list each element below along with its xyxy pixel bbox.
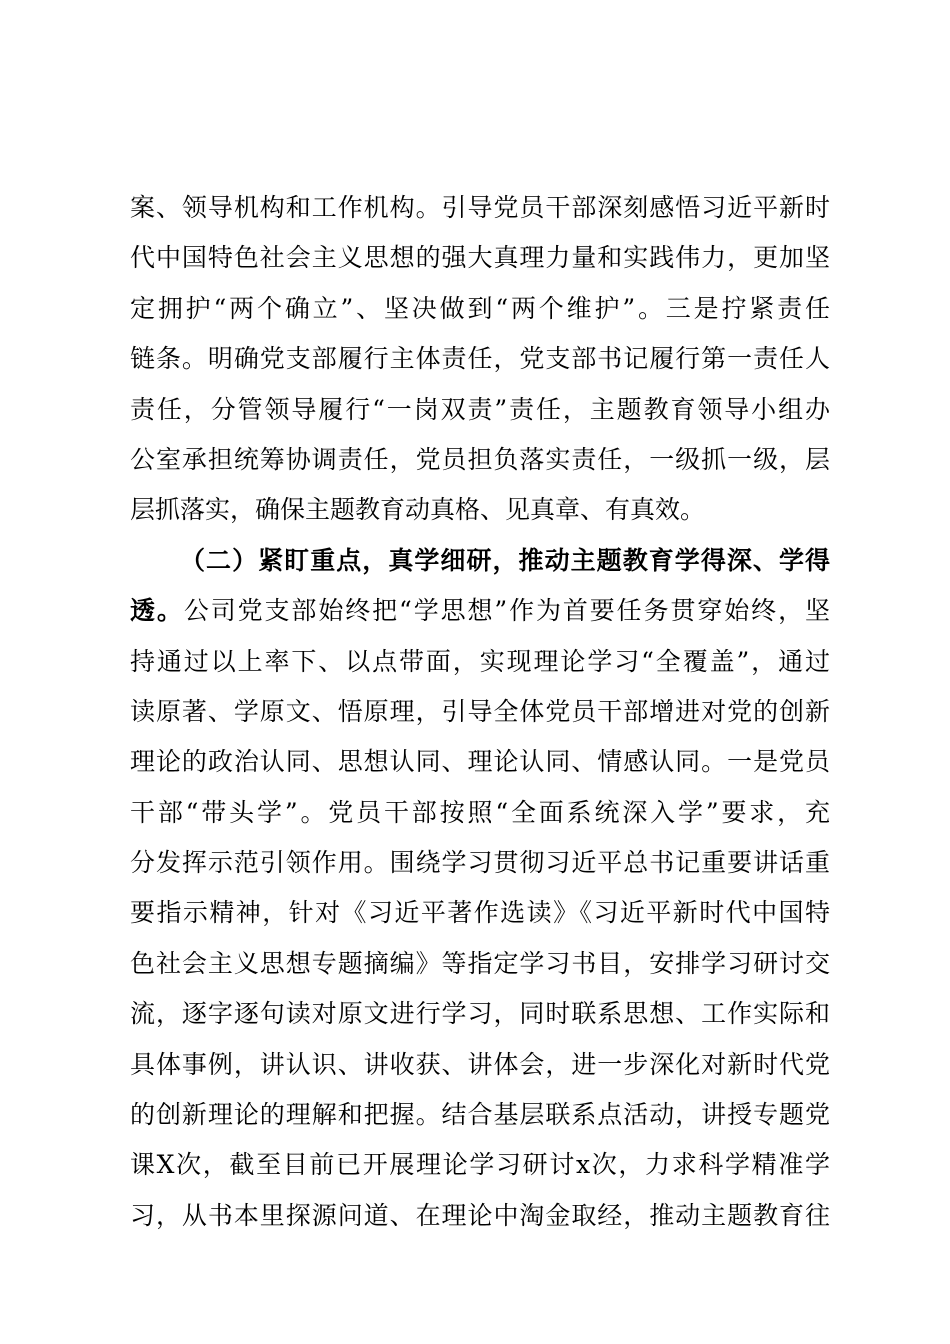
section-heading-end: 透。 — [130, 596, 184, 626]
text-line: 色社会主义思想专题摘编》等指定学习书目，安排学习研讨交 — [130, 948, 830, 978]
text-line — [130, 586, 830, 636]
text-line: 代中国特色社会主义思想的强大真理力量和实践伟力，更加坚 — [130, 243, 830, 273]
text-line: 分发挥示范引领作用。围绕学习贯彻习近平总书记重要讲话重 — [130, 848, 830, 878]
section-heading: （二）紧盯重点，真学细研，推动主题教育学得深、学得 — [180, 545, 830, 575]
text-line: 链条。明确党支部履行主体责任，党支部书记履行第一责任人 — [130, 344, 830, 374]
text-line: 理论的政治认同、思想认同、理论认同、情感认同。一是党员 — [130, 747, 830, 777]
text-line: 课X次，截至目前已开展理论学习研讨x次，力求科学精准学 — [130, 1150, 830, 1180]
text-line: 的创新理论的理解和把握。结合基层联系点活动，讲授专题党 — [130, 1100, 830, 1130]
text-line: 案、领导机构和工作机构。引导党员干部深刻感悟习近平新时 — [130, 193, 830, 222]
document-page — [130, 183, 830, 1241]
paragraph-leadership-structure — [130, 183, 830, 536]
text-line: 习，从书本里探源问道、在理论中淘金取经，推动主题教育往 — [130, 1200, 830, 1230]
text-line: 干部“带头学”。党员干部按照“全面系统深入学”要求，充 — [130, 797, 830, 827]
text-line: 公室承担统筹协调责任，党员担负落实责任，一级抓一级，层 — [130, 444, 830, 474]
text-line: 具体事例，讲认识、讲收获、讲体会，进一步深化对新时代党 — [130, 1049, 830, 1079]
text-line: 责任，分管领导履行“一岗双责”责任，主题教育领导小组办 — [130, 394, 830, 424]
text-line: 层抓落实，确保主题教育动真格、见真章、有真效。 — [130, 495, 706, 525]
text-segment: 公司党支部始终把“学思想”作为首要任务贯穿始终，坚 — [183, 596, 830, 626]
text-line: 读原著、学原文、悟原理，引导全体党员干部增进对党的创新 — [130, 696, 830, 726]
text-line: 要指示精神，针对《习近平著作选读》《习近平新时代中国特 — [130, 898, 830, 928]
paragraph-study-focus — [130, 536, 830, 1241]
text-line: 流，逐字逐句读对原文进行学习，同时联系思想、工作实际和 — [130, 999, 830, 1029]
text-line: 持通过以上率下、以点带面，实现理论学习“全覆盖”，通过 — [130, 646, 830, 676]
text-line: 定拥护“两个确立”、坚决做到“两个维护”。三是拧紧责任 — [130, 293, 830, 323]
